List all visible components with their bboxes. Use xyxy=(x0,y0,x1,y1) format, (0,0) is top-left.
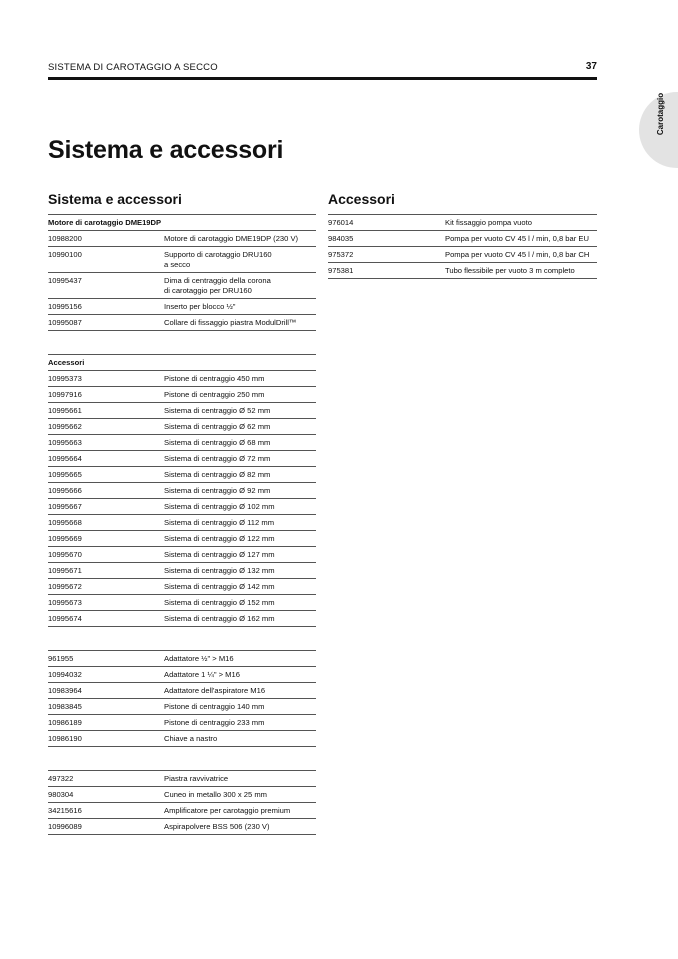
item-code: 980304 xyxy=(48,789,74,799)
item-code: 10995674 xyxy=(48,613,82,623)
item-code: 10995087 xyxy=(48,317,82,327)
table-row xyxy=(48,595,316,611)
item-description: Pistone di centraggio 140 mm xyxy=(164,701,265,711)
table-row xyxy=(48,531,316,547)
item-code: 10994032 xyxy=(48,669,82,679)
vacuum-table xyxy=(328,214,597,279)
item-description: Piastra ravvivatrice xyxy=(164,773,229,783)
spacer-row xyxy=(48,627,316,651)
item-code: 10990100 xyxy=(48,249,82,259)
item-code: 10995668 xyxy=(48,517,82,527)
table-row xyxy=(48,371,316,387)
motor-table xyxy=(48,231,316,331)
table-row xyxy=(48,247,316,273)
item-description: Adattatore dell'aspiratore M16 xyxy=(164,685,266,695)
table-row xyxy=(48,731,316,747)
item-description: Collare di fissaggio piastra ModulDrill™ xyxy=(164,317,297,327)
item-code: 10995666 xyxy=(48,485,82,495)
item-code: 10997916 xyxy=(48,389,82,399)
item-description: Pistone di centraggio 450 mm xyxy=(164,373,265,383)
table-row xyxy=(48,315,316,331)
item-code: 10995156 xyxy=(48,301,82,311)
item-description: Pompa per vuoto CV 45 l / min, 0,8 bar EU xyxy=(445,233,589,243)
item-description: Sistema di centraggio Ø 132 mm xyxy=(164,565,275,575)
item-description: Sistema di centraggio Ø 127 mm xyxy=(164,549,275,559)
item-code: 10995662 xyxy=(48,421,82,431)
table-row xyxy=(48,547,316,563)
item-code: 10983845 xyxy=(48,701,82,711)
table-row xyxy=(328,263,597,279)
table-row xyxy=(328,215,597,231)
table-row xyxy=(48,515,316,531)
table-row xyxy=(48,771,316,787)
table-row xyxy=(48,467,316,483)
table-row xyxy=(48,683,316,699)
item-description: Chiave a nastro xyxy=(164,733,218,743)
item-code: 10995667 xyxy=(48,501,82,511)
accessories-subheading: Accessori xyxy=(48,355,316,371)
item-code: 10995665 xyxy=(48,469,82,479)
item-code: 10995673 xyxy=(48,597,82,607)
table-row xyxy=(48,787,316,803)
page-title: Sistema e accessori xyxy=(48,136,284,164)
item-code: 10995669 xyxy=(48,533,82,543)
spacer-row xyxy=(48,747,316,771)
item-code: 10983964 xyxy=(48,685,82,695)
item-code: 10995437 xyxy=(48,275,82,285)
item-description: Amplificatore per carotaggio premium xyxy=(164,805,291,815)
table-row xyxy=(48,483,316,499)
header-title: SISTEMA DI CAROTAGGIO A SECCO xyxy=(48,62,218,73)
table-row xyxy=(48,499,316,515)
table-row xyxy=(48,667,316,683)
table-row xyxy=(48,403,316,419)
item-code: 976014 xyxy=(328,217,354,227)
item-description: Sistema di centraggio Ø 62 mm xyxy=(164,421,271,431)
item-description: Supporto di carotaggio DRU160 a secco xyxy=(164,249,272,269)
table-row xyxy=(48,819,316,835)
table-row xyxy=(48,435,316,451)
page-number: 37 xyxy=(585,61,597,72)
table-row xyxy=(48,651,316,667)
item-description: Sistema di centraggio Ø 52 mm xyxy=(164,405,271,415)
adapters-table xyxy=(48,651,316,747)
table-row xyxy=(48,451,316,467)
item-code: 975381 xyxy=(328,265,354,275)
item-description: Motore di carotaggio DME19DP (230 V) xyxy=(164,233,299,243)
left-section-title: Sistema e accessori xyxy=(48,191,182,207)
table-row xyxy=(48,387,316,403)
item-code: 10996089 xyxy=(48,821,82,831)
item-description: Tubo flessibile per vuoto 3 m completo xyxy=(445,265,575,275)
side-tab-label: Carotaggio xyxy=(656,92,665,136)
item-code: 10986189 xyxy=(48,717,82,727)
item-description: Sistema di centraggio Ø 112 mm xyxy=(164,517,275,527)
item-description: Sistema di centraggio Ø 142 mm xyxy=(164,581,275,591)
table-row xyxy=(48,273,316,299)
item-code: 10995663 xyxy=(48,437,82,447)
spacer-row xyxy=(48,331,316,355)
table-row xyxy=(48,419,316,435)
table-row xyxy=(48,715,316,731)
item-code: 497322 xyxy=(48,773,74,783)
item-description: Sistema di centraggio Ø 152 mm xyxy=(164,597,275,607)
item-description: Adattatore ½" > M16 xyxy=(164,653,234,663)
item-code: 10986190 xyxy=(48,733,82,743)
item-code: 10988200 xyxy=(48,233,82,243)
motor-subheading: Motore di carotaggio DME19DP xyxy=(48,214,316,231)
table-row xyxy=(48,803,316,819)
item-description: Inserto per blocco ½" xyxy=(164,301,236,311)
left-column xyxy=(48,190,316,835)
item-code: 961955 xyxy=(48,653,74,663)
item-description: Kit fissaggio pompa vuoto xyxy=(445,217,532,227)
accessories-table xyxy=(48,371,316,627)
right-section-title: Accessori xyxy=(328,191,395,207)
header-rule xyxy=(48,77,597,80)
item-description: Sistema di centraggio Ø 162 mm xyxy=(164,613,275,623)
item-code: 10995670 xyxy=(48,549,82,559)
item-description: Sistema di centraggio Ø 122 mm xyxy=(164,533,275,543)
item-description: Sistema di centraggio Ø 102 mm xyxy=(164,501,275,511)
table-row xyxy=(48,299,316,315)
item-description: Sistema di centraggio Ø 82 mm xyxy=(164,469,271,479)
item-description: Pistone di centraggio 233 mm xyxy=(164,717,265,727)
item-description: Pistone di centraggio 250 mm xyxy=(164,389,265,399)
item-code: 10995373 xyxy=(48,373,82,383)
table-row xyxy=(48,579,316,595)
table-row xyxy=(48,699,316,715)
item-description: Sistema di centraggio Ø 68 mm xyxy=(164,437,271,447)
item-code: 34215616 xyxy=(48,805,82,815)
item-description: Sistema di centraggio Ø 92 mm xyxy=(164,485,271,495)
item-description: Aspirapolvere BSS 506 (230 V) xyxy=(164,821,270,831)
item-description: Cuneo in metallo 300 x 25 mm xyxy=(164,789,267,799)
right-column xyxy=(328,190,597,279)
table-row xyxy=(48,563,316,579)
table-row xyxy=(48,611,316,627)
misc-table xyxy=(48,771,316,835)
item-code: 10995671 xyxy=(48,565,82,575)
table-row xyxy=(48,231,316,247)
item-description: Pompa per vuoto CV 45 l / min, 0,8 bar CH xyxy=(445,249,590,259)
side-tab[interactable] xyxy=(639,92,678,168)
table-row xyxy=(328,247,597,263)
item-code: 10995664 xyxy=(48,453,82,463)
item-code: 984035 xyxy=(328,233,354,243)
item-description: Adattatore 1 ¼" > M16 xyxy=(164,669,240,679)
item-code: 10995672 xyxy=(48,581,82,591)
item-code: 975372 xyxy=(328,249,354,259)
item-description: Sistema di centraggio Ø 72 mm xyxy=(164,453,271,463)
table-row xyxy=(328,231,597,247)
item-description: Dima di centraggio della corona di carotaggio per DRU160 xyxy=(164,275,271,295)
item-code: 10995661 xyxy=(48,405,82,415)
